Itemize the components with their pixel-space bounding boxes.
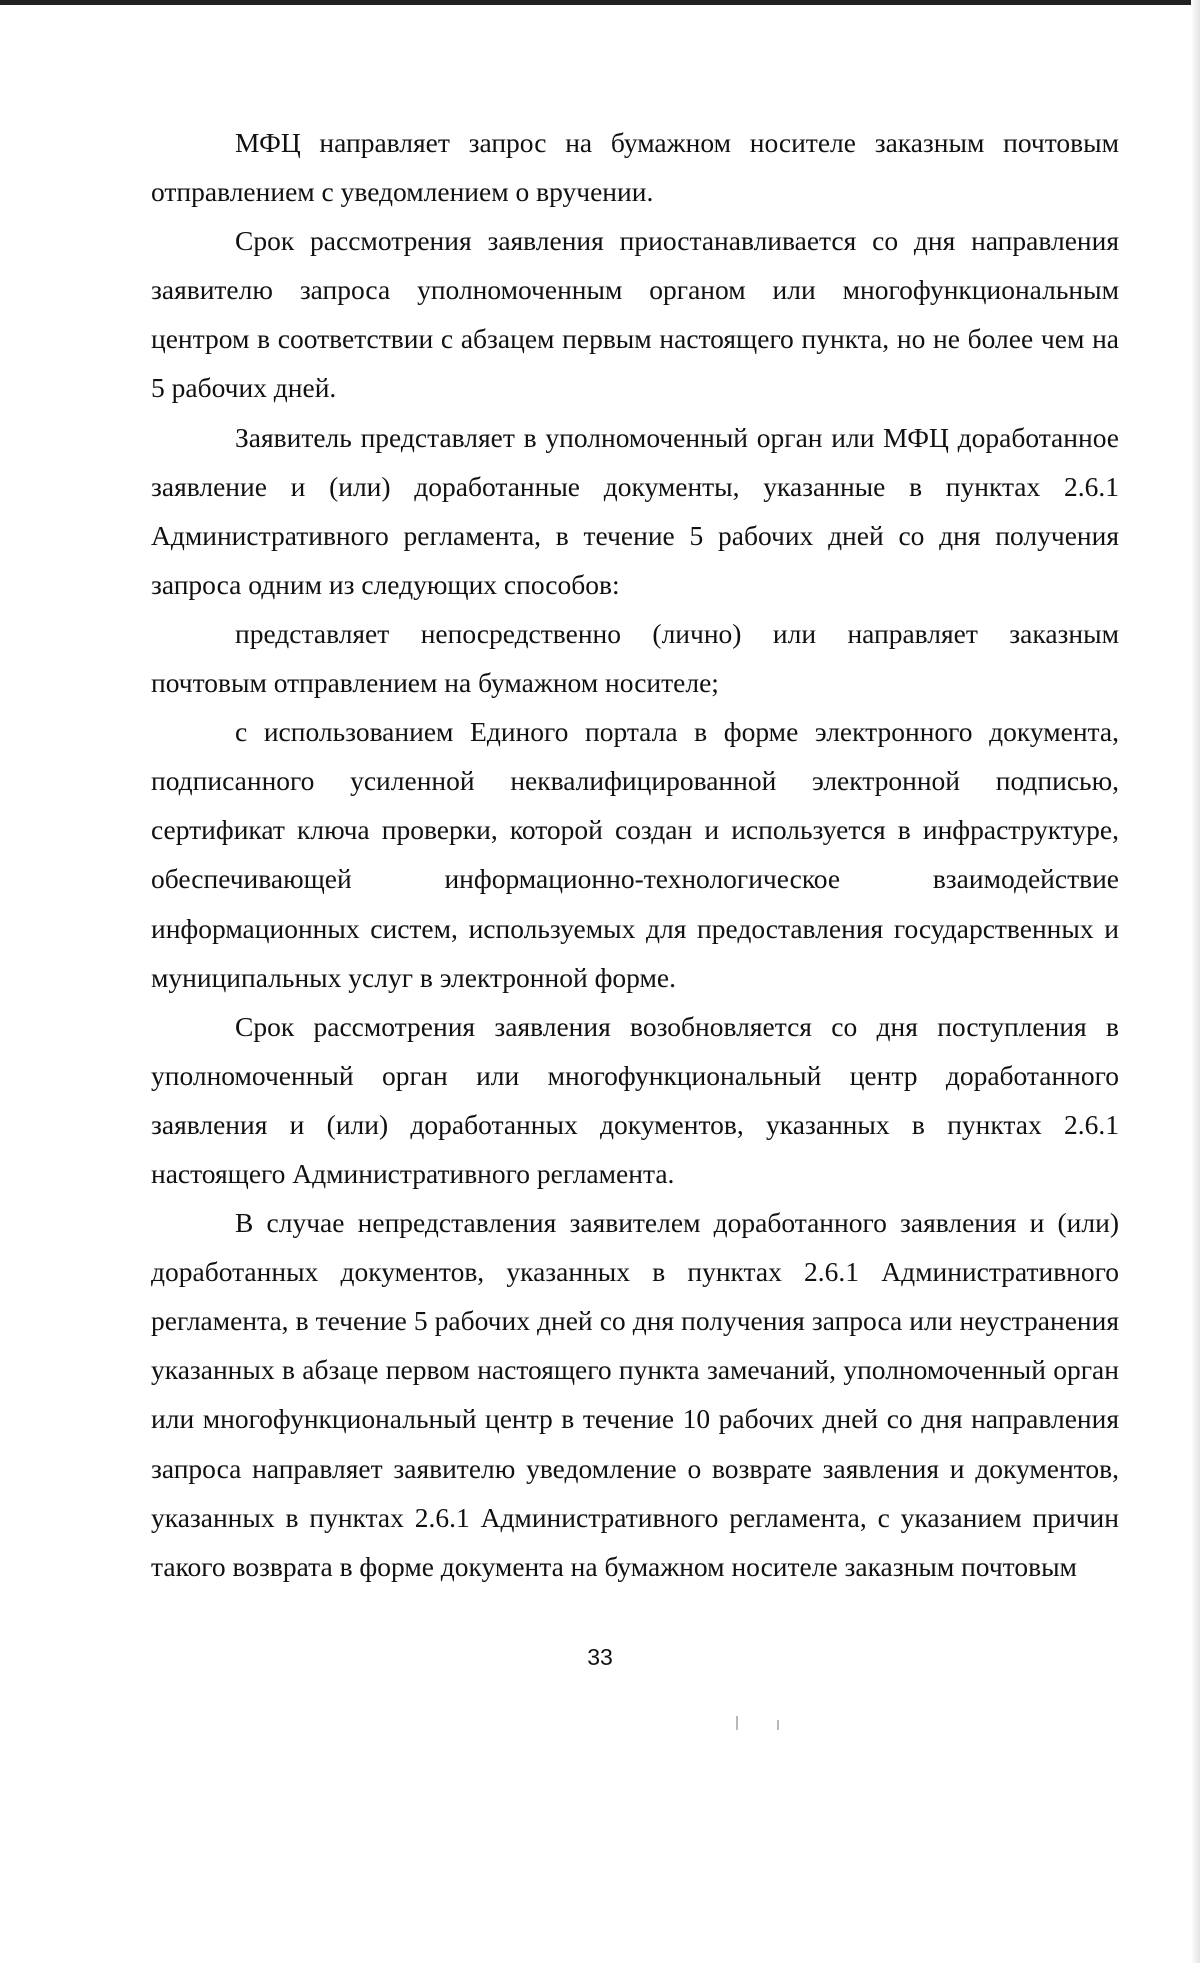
document-body bbox=[151, 118, 1119, 1591]
paragraph-method-in-person: представляет непосредственно (лично) или направляет заказным почтовым отправлением на бумажном носителе; bbox=[151, 617, 1119, 699]
paragraph-review-resumption: Срок рассмотрения заявления возобновляется со дня поступления в уполномоченный орган или многофункциональный центр доработанного заявления и (или) доработанных документов, указанных в пунктах 2.6.1 настоящего Административного регламента. bbox=[151, 1010, 1119, 1189]
page-number: 33 bbox=[587, 1644, 613, 1670]
scan-speck bbox=[777, 1720, 779, 1730]
paragraph-return-notice: В случае непредставления заявителем доработанного заявления и (или) доработанных документов, указанных в пунктах 2.6.1 Административного регламента, в течение 5 рабочих дней со дня получения запроса или неустранения указанных в абзаце первом настоящего пункта замечаний, уполномоченный орган или многофункциональный центр в течение 10 рабочих дней со дня направления запроса направляет заявителю уведомление о возврате заявления и документов, указанных в пунктах 2.6.1 Административного регламента, с указанием причин такого возврата в форме документа на бумажном носителе заказным почтовым bbox=[151, 1207, 1119, 1582]
paragraph-mfc-request: МФЦ направляет запрос на бумажном носителе заказным почтовым отправлением с уведомлением о вручении. bbox=[151, 127, 1119, 208]
scan-speck bbox=[736, 1716, 738, 1730]
scan-top-border bbox=[0, 0, 1200, 5]
paragraph-applicant-submission: Заявитель представляет в уполномоченный орган или МФЦ доработанное заявление и (или) доработанные документы, указанные в пунктах 2.6.1 Административного регламента, в течение 5 рабочих дней со дня получения запроса одним из следующих способов: bbox=[151, 421, 1119, 600]
paragraph-method-unified-portal: с использованием Единого портала в форме электронного документа, подписанного усиленной неквалифицированной электронной подписью, сертификат ключа проверки, которой создан и используется в инфраструктуре, обеспечивающей информационно-технологическое взаимодействие информационных систем, используемых для предоставления государственных и муниципальных услуг в электронной форме. bbox=[151, 716, 1119, 993]
paragraph-review-suspension: Срок рассмотрения заявления приостанавливается со дня направления заявителю запроса уполномоченным органом или многофункциональным центром в соответствии с абзацем первым настоящего пункта, но не более чем на 5 рабочих дней. bbox=[151, 225, 1119, 404]
